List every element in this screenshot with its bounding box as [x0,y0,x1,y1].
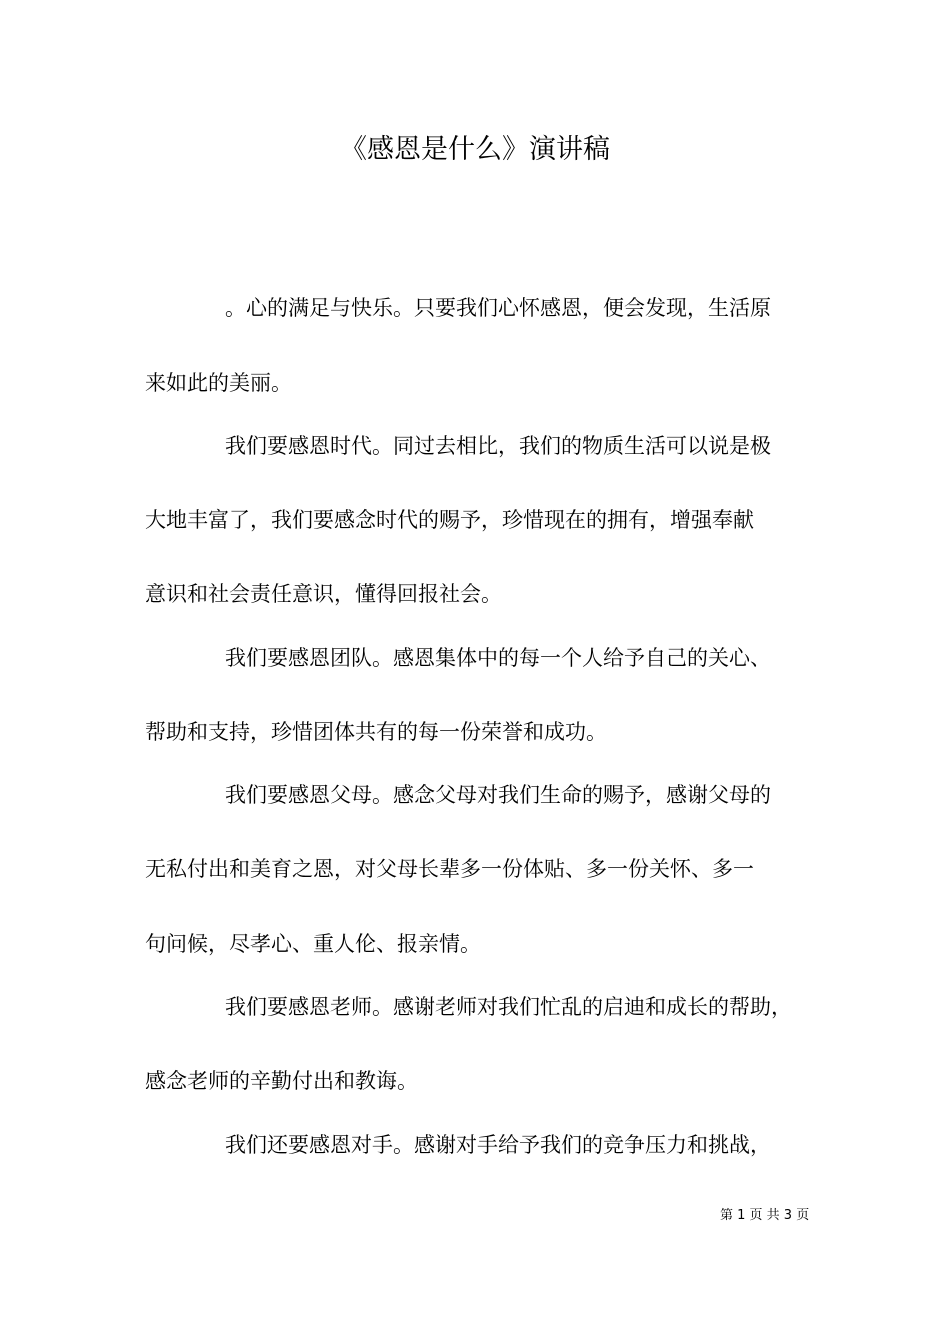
document-title: 《感恩是什么》演讲稿 [340,134,610,165]
body-line: 我们要感恩老师。感谢老师对我们忙乱的启迪和成长的帮助， [225,995,792,1019]
body-line: 句问候，尽孝心、重人伦、报亲情。 [145,932,481,956]
body-line: 来如此的美丽。 [145,371,292,395]
body-line: 大地丰富了，我们要感念时代的赐予，珍惜现在的拥有，增强奉献 [145,508,754,532]
body-line: 我们要感恩父母。感念父母对我们生命的赐予，感谢父母的 [225,783,771,807]
page-number-footer: 第 1 页 共 3 页 [720,1208,810,1223]
body-line: 感念老师的辛勤付出和教诲。 [145,1069,418,1093]
body-line: 无私付出和美育之恩，对父母长辈多一份体贴、多一份关怀、多一 [145,857,754,881]
body-line: 意识和社会责任意识，懂得回报社会。 [145,582,502,606]
body-line: 我们要感恩时代。同过去相比，我们的物质生活可以说是极 [225,434,771,458]
body-line: 。心的满足与快乐。只要我们心怀感恩，便会发现，生活原 [225,296,771,320]
body-line: 我们要感恩团队。感恩集体中的每一个人给予自己的关心、 [225,646,771,670]
body-line: 我们还要感恩对手。感谢对手给予我们的竞争压力和挑战， [225,1133,771,1157]
body-line: 帮助和支持，珍惜团体共有的每一份荣誉和成功。 [145,720,607,744]
